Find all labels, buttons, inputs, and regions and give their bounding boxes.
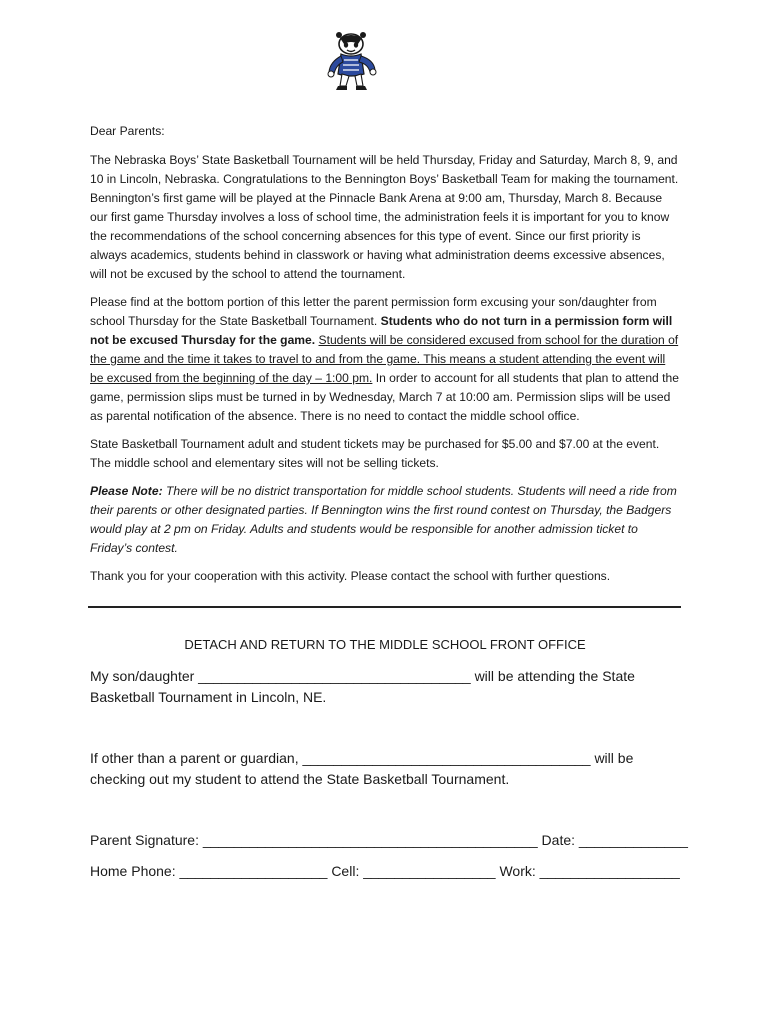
guardian-name-field-line[interactable]: If other than a parent or guardian, _____________________________________ will be checking out my student to attend the State Basketball Tournament.: [90, 750, 634, 787]
please-note-label: Please Note:: [90, 484, 163, 498]
paragraph-please-note: [90, 482, 680, 558]
parent-signature-field-line[interactable]: Parent Signature: ___________________________________________ Date: ______________: [90, 832, 688, 848]
form-title: DETACH AND RETURN TO THE MIDDLE SCHOOL FRONT OFFICE: [184, 637, 586, 652]
permission-bold-notice: Students who do not turn in a permission form will not be excused Thursday for the game.: [90, 314, 673, 347]
letter-body: [90, 151, 680, 595]
permission-underlined-notice: Students will be considered excused from school for the duration of the game and the time it takes to travel to and from the game. This means a student attending the event will be excused from the beginning of the day – 1:00 pm.: [90, 333, 679, 385]
paragraph-thank-you: Thank you for your cooperation with this activity. Please contact the school with further questions.: [90, 569, 611, 583]
please-note-text: There will be no district transportation for middle school students. Students will need a ride from their parents or other designated parties. If Bennington wins the first round contest on Thursday, the Badgers would play at 2 pm on Friday. Adults and students would be responsible for another admission ticket to Friday’s contest.: [90, 484, 677, 555]
badger-mascot-logo: [324, 30, 380, 94]
salutation: Dear Parents:: [90, 124, 165, 138]
student-name-field-line[interactable]: My son/daughter ___________________________________ will be attending the State Basketball Tournament in Lincoln, NE.: [90, 668, 635, 705]
paragraph-tickets: State Basketball Tournament adult and student tickets may be purchased for $5.00 and $7.00 at the event. The middle school and elementary sites will not be selling tickets.: [90, 437, 660, 470]
paragraph-tournament-info: The Nebraska Boys’ State Basketball Tournament will be held Thursday, Friday and Saturday, March 8, 9, and 10 in Lincoln, Nebraska. Congratulations to the Bennington Boys’ Basketball Team for making the tournament. Bennington’s first game will be played at the Pinnacle Bank Arena at 9:00 am, Thursday, March 8. Because our first game Thursday involves a loss of school time, the administration feels it is important for you to know the recommendations of the school concerning absences for this type of event. Since our first priority is always academics, students behind in classwork or having what administration deems excessive absences, will not be excused by the school to attend the tournament.: [90, 153, 679, 281]
paragraph-permission: [90, 293, 680, 426]
detach-divider: [88, 606, 681, 608]
permission-text-b: In order to account for all students that plan to attend the game, permission slips must be turned in by Wednesday, March 7 at 10:00 am. Permission slips will be used as parental notification of the absence. There is no need to contact the middle school office.: [90, 371, 679, 423]
phone-numbers-field-line[interactable]: Home Phone: ___________________ Cell: _________________ Work: __________________: [90, 863, 680, 879]
permission-text-a: Please find at the bottom portion of this letter the parent permission form excusing your son/daughter from school Thursday for the State Basketball Tournament.: [90, 295, 657, 328]
